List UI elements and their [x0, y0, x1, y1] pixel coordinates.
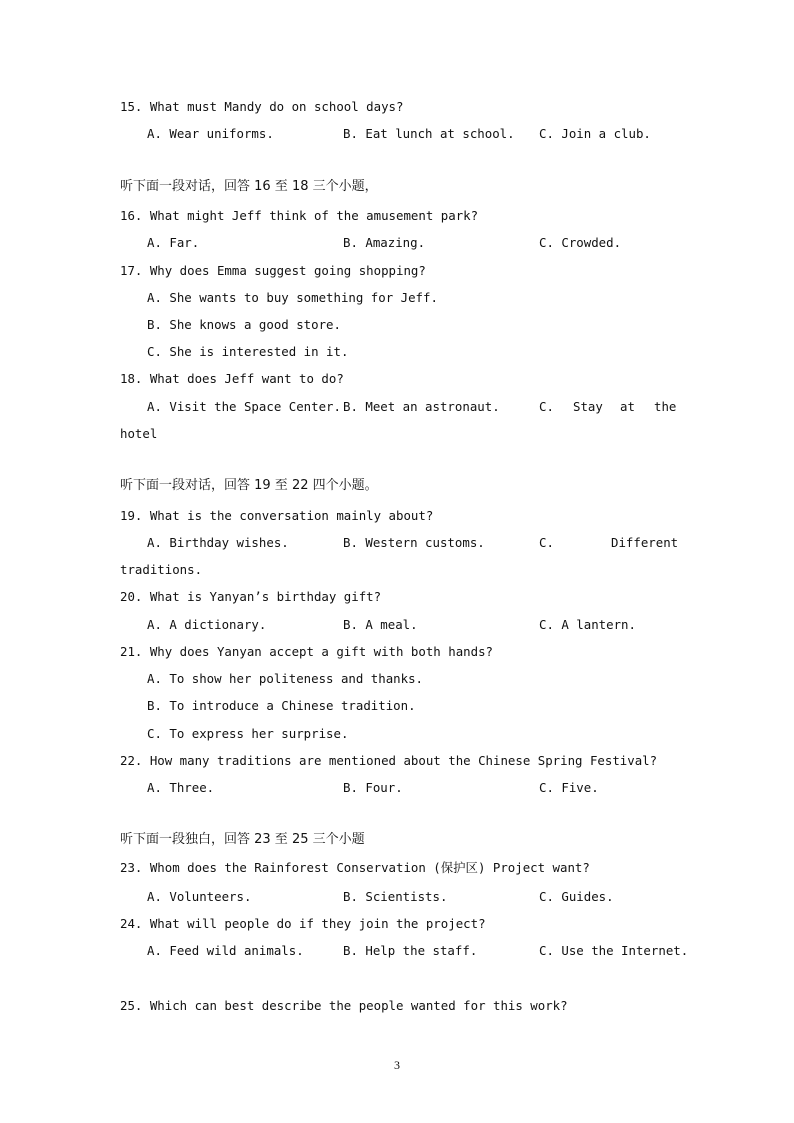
option-18-b: B. Meet an astronaut. [343, 399, 500, 414]
option-19-c-letter: C. [539, 535, 554, 550]
option-22-a: A. Three. [147, 780, 215, 795]
option-24-c: C. Use the Internet. [539, 943, 689, 958]
question-19: 19. What is the conversation mainly about? [120, 508, 434, 523]
option-19-a: A. Birthday wishes. [147, 535, 289, 550]
option-22-b: B. Four. [343, 780, 403, 795]
question-25: 25. Which can best describe the people wanted for this work? [120, 998, 568, 1013]
option-22-c: C. Five. [539, 780, 599, 795]
option-18-c-word-1: Stay [573, 399, 603, 414]
question-21: 21. Why does Yanyan accept a gift with both hands? [120, 644, 493, 659]
option-20-b: B. A meal. [343, 617, 418, 632]
question-23: 23. Whom does the Rainforest Conservation (保护区) Project want? [120, 860, 590, 875]
question-24: 24. What will people do if they join the project? [120, 916, 486, 931]
option-17-c: C. She is interested in it. [147, 344, 349, 359]
option-23-a: A. Volunteers. [147, 889, 252, 904]
option-16-b: B. Amazing. [343, 235, 426, 250]
question-18: 18. What does Jeff want to do? [120, 371, 344, 386]
option-20-a: A. A dictionary. [147, 617, 267, 632]
option-17-b: B. She knows a good store. [147, 317, 341, 332]
option-19-b: B. Western customs. [343, 535, 485, 550]
option-17-a: A. She wants to buy something for Jeff. [147, 290, 438, 305]
option-15-a: A. Wear uniforms. [147, 126, 274, 141]
question-17: 17. Why does Emma suggest going shopping? [120, 263, 426, 278]
section-instruction-16-18: 听下面一段对话，回答 16 至 18 三个小题， [120, 179, 378, 194]
option-21-a: A. To show her politeness and thanks. [147, 671, 424, 686]
option-19-c-continuation: traditions. [120, 562, 203, 577]
option-15-c: C. Join a club. [539, 126, 651, 141]
question-16: 16. What might Jeff think of the amusement park? [120, 208, 479, 223]
option-23-c: C. Guides. [539, 889, 614, 904]
page-number: 3 [394, 1058, 400, 1072]
option-20-c: C. A lantern. [539, 617, 636, 632]
option-19-c-word-1: Different [611, 535, 679, 550]
option-16-c: C. Crowded. [539, 235, 622, 250]
option-18-c-word-3: the [654, 399, 677, 414]
option-24-b: B. Help the staff. [343, 943, 478, 958]
option-21-b: B. To introduce a Chinese tradition. [147, 698, 416, 713]
option-16-a: A. Far. [147, 235, 200, 250]
question-15: 15. What must Mandy do on school days? [120, 99, 404, 114]
question-20: 20. What is Yanyan’s birthday gift? [120, 589, 382, 604]
question-22: 22. How many traditions are mentioned about the Chinese Spring Festival? [120, 753, 658, 768]
option-18-c-continuation: hotel [120, 426, 158, 441]
option-18-c-word-2: at [620, 399, 635, 414]
option-15-b: B. Eat lunch at school. [343, 126, 515, 141]
section-instruction-19-22: 听下面一段对话，回答 19 至 22 四个小题。 [120, 478, 378, 493]
option-24-a: A. Feed wild animals. [147, 943, 304, 958]
option-23-b: B. Scientists. [343, 889, 448, 904]
option-18-a: A. Visit the Space Center. [147, 399, 341, 414]
section-instruction-23-25: 听下面一段独白，回答 23 至 25 三个小题 [120, 832, 365, 847]
option-18-c-letter: C. [539, 399, 554, 414]
option-21-c: C. To express her surprise. [147, 726, 349, 741]
